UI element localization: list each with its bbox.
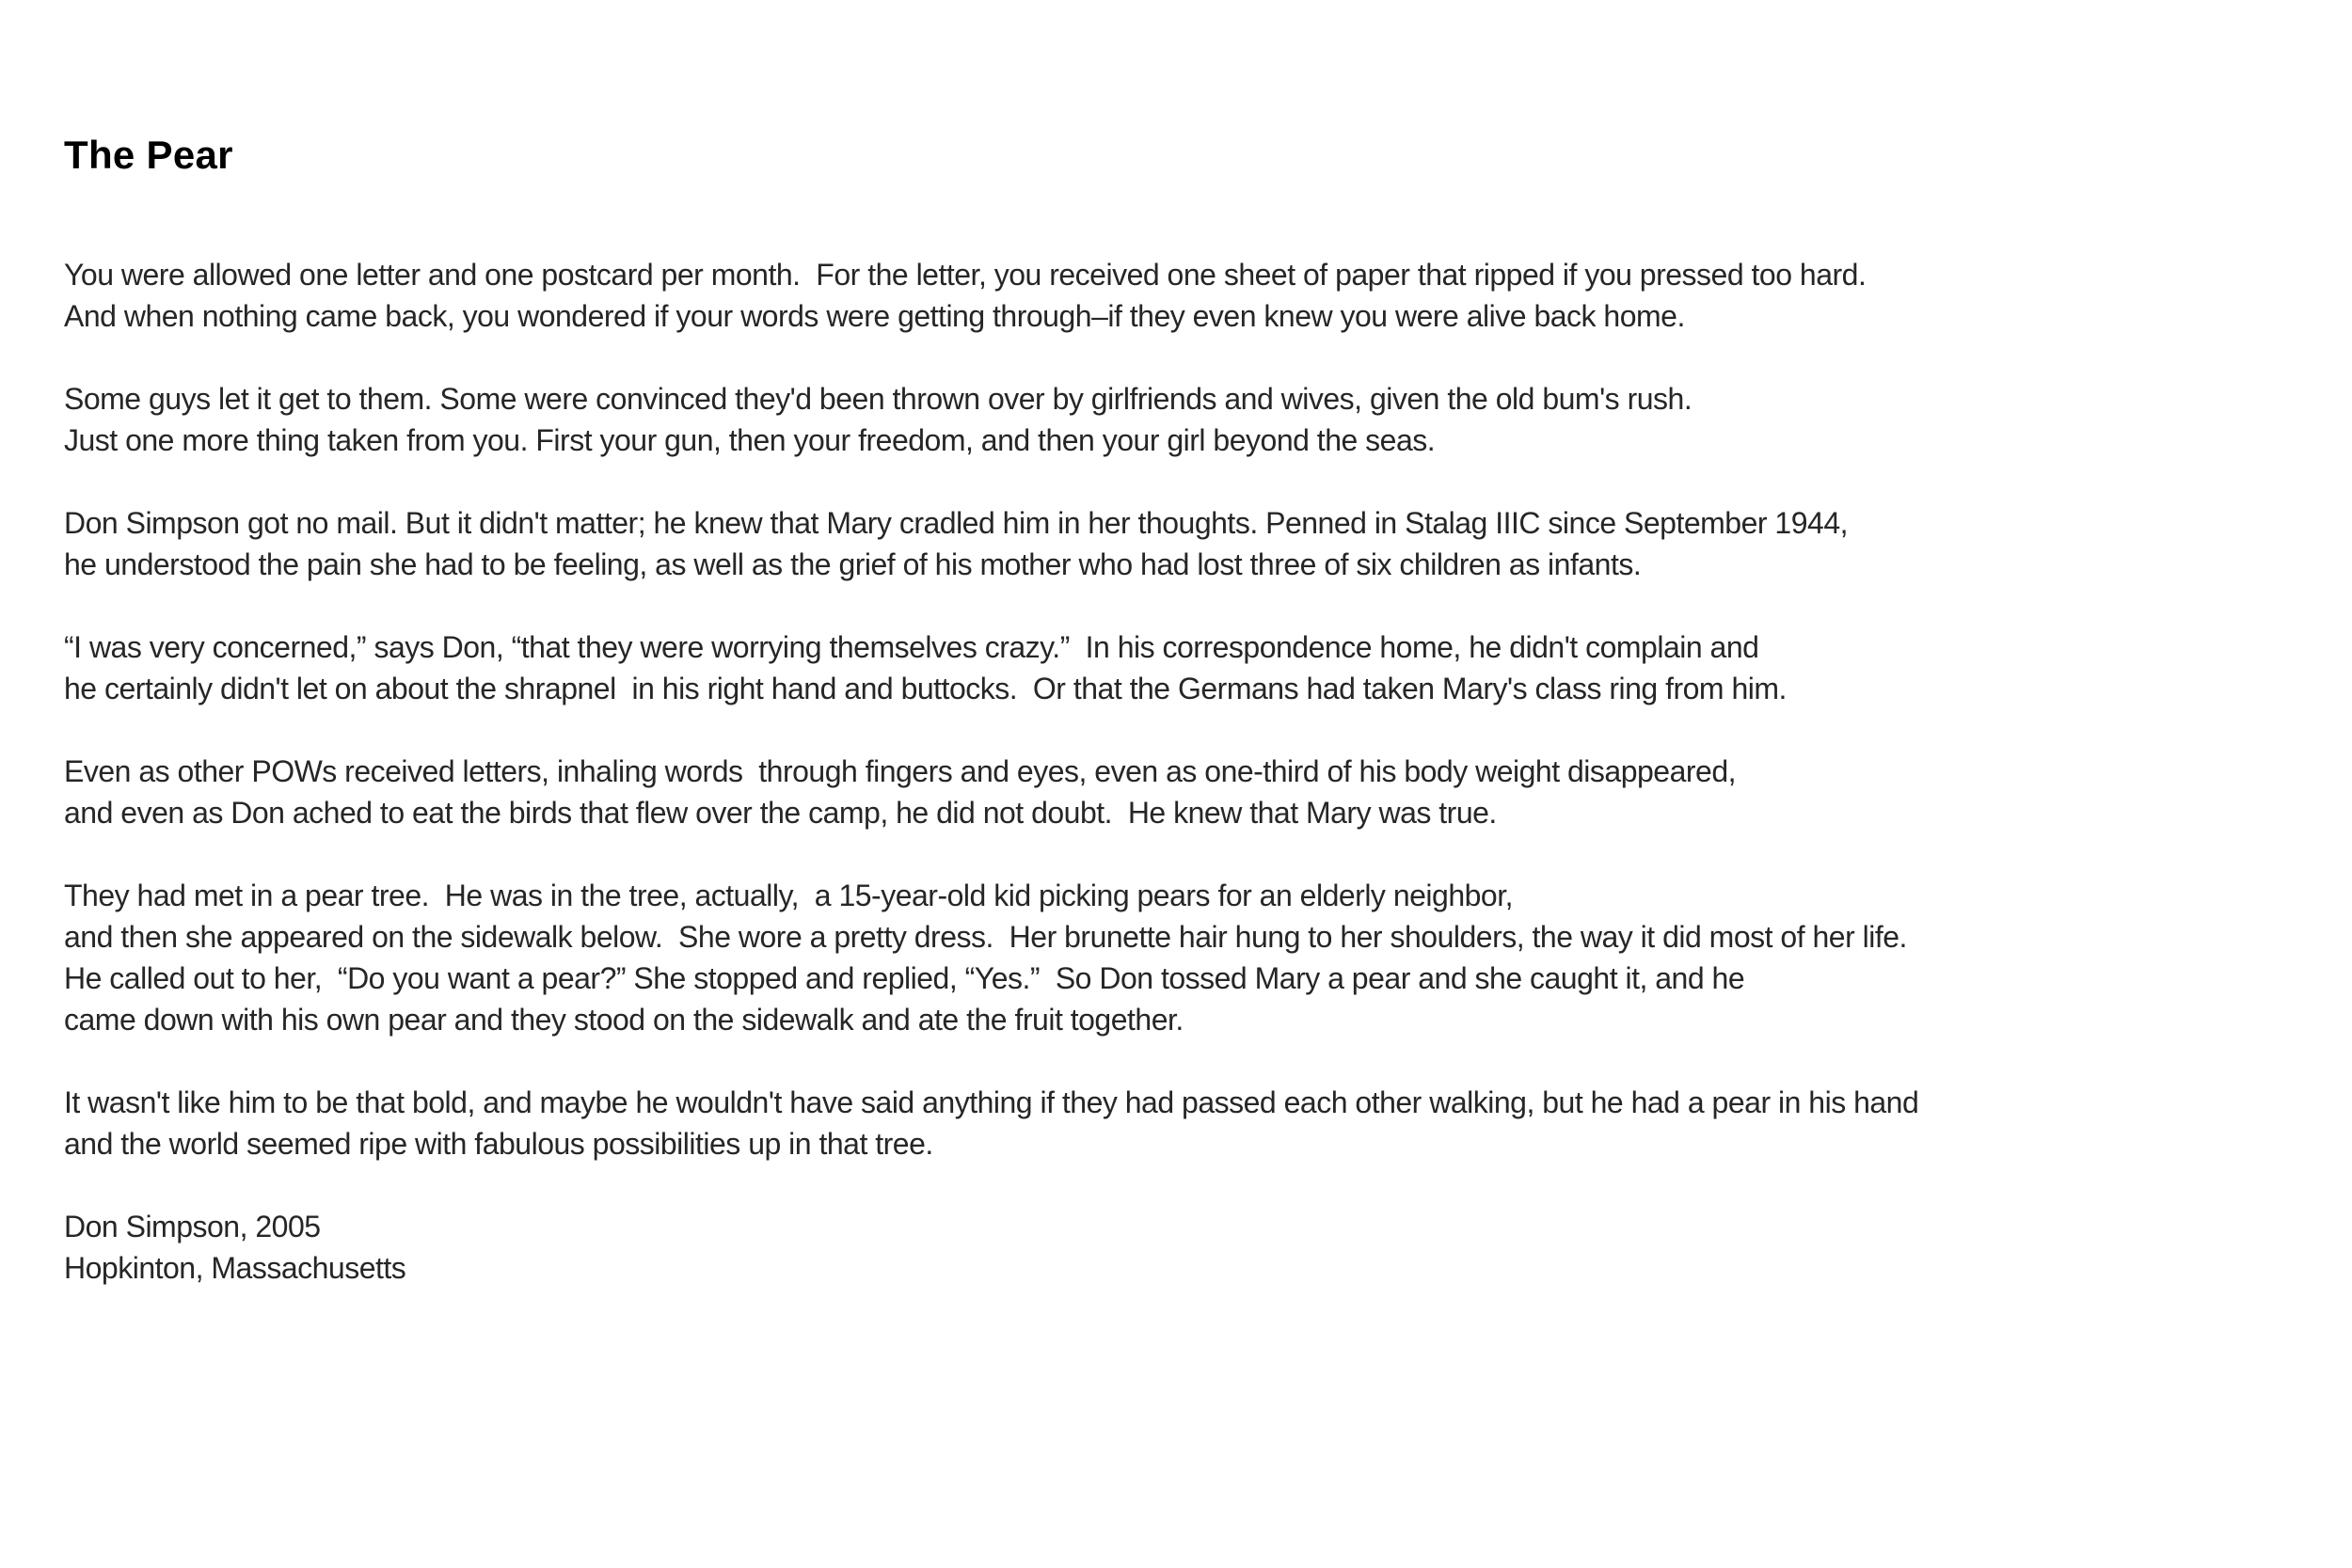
paragraph-line: Even as other POWs received letters, inhaling words through fingers and eyes, even as one-third of his body weight disappeared,: [64, 754, 1737, 789]
page-title: The Pear: [64, 133, 233, 177]
paragraph-line: Just one more thing taken from you. First your gun, then your freedom, and then your girl beyond the seas.: [64, 423, 1436, 458]
paragraph-5: [64, 751, 2303, 833]
paragraph-line: “I was very concerned,” says Don, “that they were worrying themselves crazy.” In his correspondence home, he didn't complain and: [64, 630, 1759, 665]
paragraph-line: You were allowed one letter and one postcard per month. For the letter, you received one sheet of paper that ripped if you pressed too hard.: [64, 258, 1867, 293]
paragraph-1: [64, 254, 2303, 337]
paragraph-line: It wasn't like him to be that bold, and maybe he wouldn't have said anything if they had passed each other walking, but he had a pear in his hand: [64, 1085, 1919, 1120]
paragraph-3: [64, 502, 2303, 585]
document-page: [64, 132, 2303, 1330]
signature-location: Hopkinton, Massachusetts: [64, 1251, 406, 1286]
signature-block: [64, 1206, 2303, 1289]
paragraph-line: and then she appeared on the sidewalk below. She wore a pretty dress. Her brunette hair hung to her shoulders, the way it did most of her life.: [64, 920, 1907, 955]
paragraph-2: [64, 378, 2303, 461]
paragraph-line: he certainly didn't let on about the shrapnel in his right hand and buttocks. Or that the Germans had taken Mary's class ring from him.: [64, 672, 1787, 706]
paragraph-6: [64, 875, 2303, 1040]
paragraph-line: came down with his own pear and they stood on the sidewalk and ate the fruit together.: [64, 1003, 1184, 1037]
paragraph-line: They had met in a pear tree. He was in the tree, actually, a 15-year-old kid picking pears for an elderly neighbor,: [64, 879, 1513, 913]
paragraph-7: [64, 1082, 2303, 1164]
paragraph-line: and the world seemed ripe with fabulous possibilities up in that tree.: [64, 1127, 933, 1162]
paragraph-line: Some guys let it get to them. Some were convinced they'd been thrown over by girlfriends and wives, given the old bum's rush.: [64, 382, 1692, 417]
paragraph-line: And when nothing came back, you wondered if your words were getting through–if they even knew you were alive back home.: [64, 299, 1685, 334]
signature-name: Don Simpson, 2005: [64, 1210, 321, 1244]
paragraph-line: Don Simpson got no mail. But it didn't matter; he knew that Mary cradled him in her thoughts. Penned in Stalag IIIC since September 1944,: [64, 506, 1848, 541]
paragraph-line: he understood the pain she had to be feeling, as well as the grief of his mother who had lost three of six children as infants.: [64, 547, 1642, 582]
document-body: [64, 254, 2303, 1289]
paragraph-4: [64, 626, 2303, 709]
paragraph-line: He called out to her, “Do you want a pear?” She stopped and replied, “Yes.” So Don tossed Mary a pear and she caught it, and he: [64, 961, 1745, 996]
paragraph-line: and even as Don ached to eat the birds that flew over the camp, he did not doubt. He knew that Mary was true.: [64, 796, 1497, 831]
